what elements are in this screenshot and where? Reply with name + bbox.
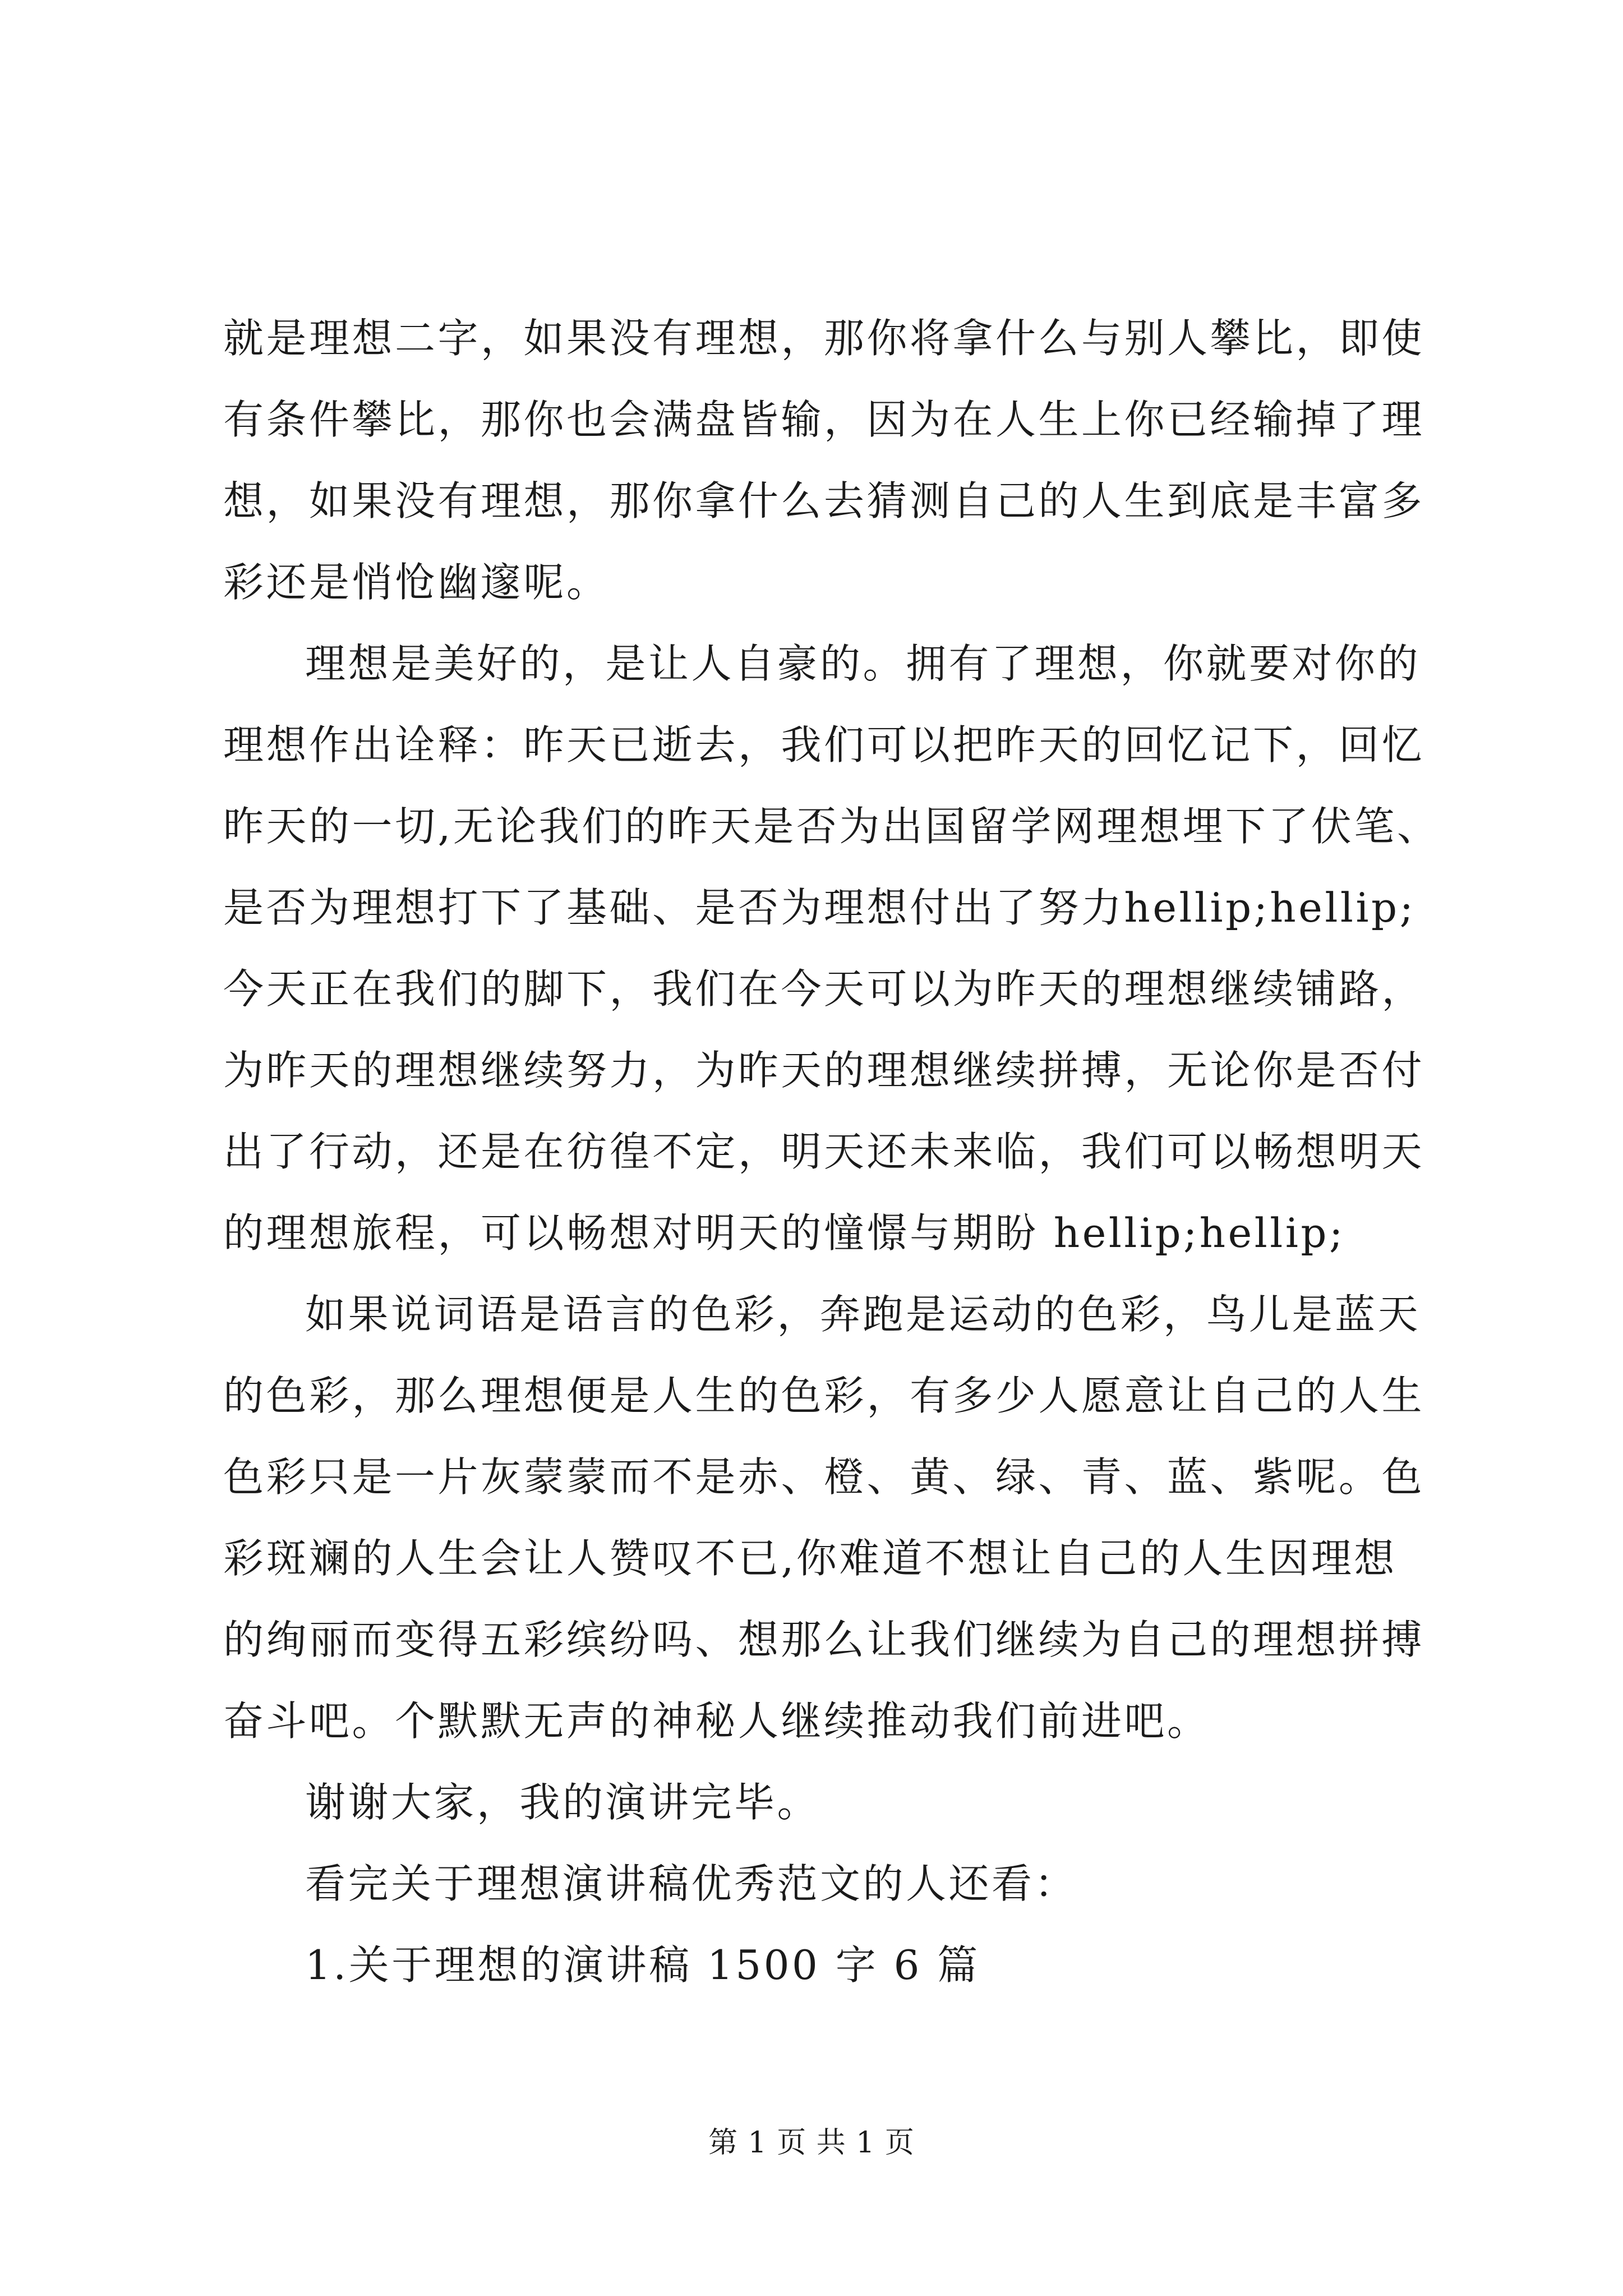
body-line: 为昨天的理想继续努力，为昨天的理想继续拼搏，无论你是否付 <box>223 1047 1425 1094</box>
body-line: 今天正在我们的脚下，我们在今天可以为昨天的理想继续铺路， <box>223 965 1425 1013</box>
related-link-item[interactable]: 1.关于理想的演讲稿 1500 字 6 篇 <box>305 1941 980 1989</box>
body-line: 的绚丽而变得五彩缤纷吗、想那么让我们继续为自己的理想拼搏 <box>223 1616 1425 1663</box>
body-line: 彩还是悄怆幽邃呢。 <box>223 559 610 606</box>
body-line: 就是理想二字，如果没有理想，那你将拿什么与别人攀比，即使 <box>223 315 1425 362</box>
closing-line: 谢谢大家，我的演讲完毕。 <box>305 1779 820 1826</box>
body-line: 有条件攀比，那你也会满盘皆输，因为在人生上你已经输掉了理 <box>223 396 1425 443</box>
paragraph-first-line: 理想是美好的，是让人自豪的。拥有了理想，你就要对你的 <box>305 640 1421 687</box>
body-line: 色彩只是一片灰蒙蒙而不是赤、橙、黄、绿、青、蓝、紫呢。色 <box>223 1453 1425 1501</box>
body-line: 是否为理想打下了基础、是否为理想付出了努力hellip;hellip; <box>223 884 1416 931</box>
body-line: 的理想旅程，可以畅想对明天的憧憬与期盼 hellip;hellip; <box>223 1209 1345 1257</box>
page-footer: 第 1 页 共 1 页 <box>708 2126 915 2160</box>
body-line: 奋斗吧。个默默无声的神秘人继续推动我们前进吧。 <box>223 1697 1210 1745</box>
body-line: 想，如果没有理想，那你拿什么去猜测自己的人生到底是丰富多 <box>223 477 1425 524</box>
body-line: 昨天的一切,无论我们的昨天是否为出国留学网理想埋下了伏笔、 <box>223 803 1440 850</box>
body-line: 的色彩，那么理想便是人生的色彩，有多少人愿意让自己的人生 <box>223 1372 1425 1419</box>
body-line: 出了行动，还是在彷徨不定，明天还未来临，我们可以畅想明天 <box>223 1128 1425 1175</box>
paragraph-first-line: 如果说词语是语言的色彩，奔跑是运动的色彩，鸟儿是蓝天 <box>305 1291 1421 1338</box>
body-line: 理想作出诠释：昨天已逝去，我们可以把昨天的回忆记下，回忆 <box>223 721 1425 769</box>
body-line: 彩斑斓的人生会让人赞叹不已,你难道不想让自己的人生因理想 <box>223 1535 1397 1582</box>
related-heading: 看完关于理想演讲稿优秀范文的人还看： <box>305 1860 1078 1907</box>
